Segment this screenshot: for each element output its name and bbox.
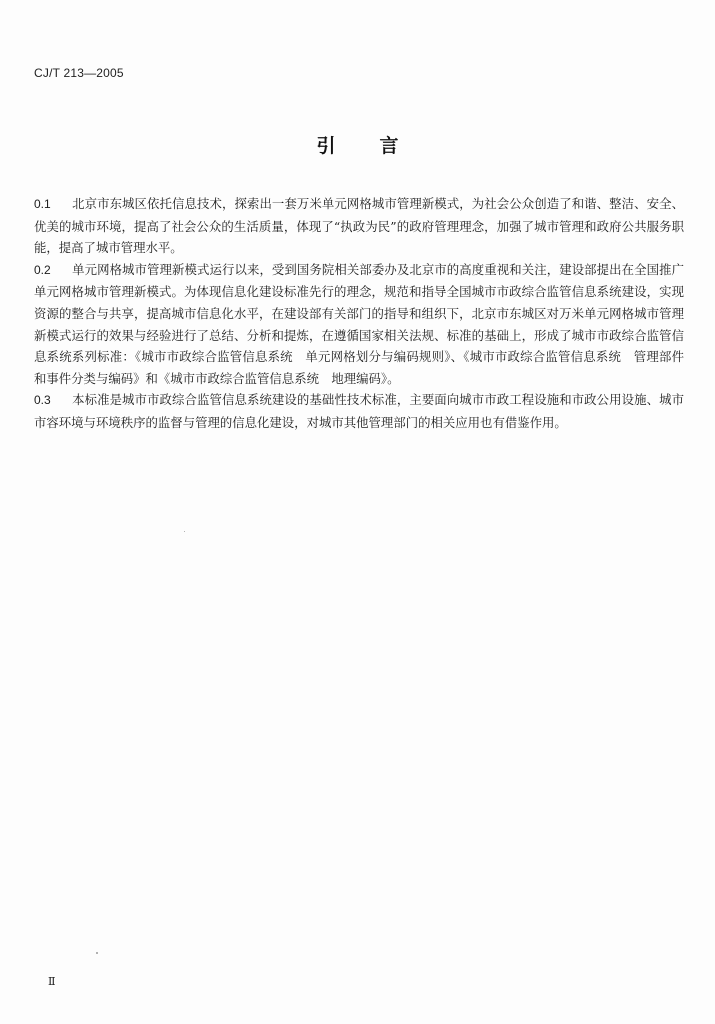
page-number: Ⅱ [48, 975, 56, 988]
paragraph-0-1 [34, 193, 684, 259]
paragraph-0-3 [34, 389, 684, 433]
scan-speck [96, 952, 98, 954]
paragraph-number: 0.3 [34, 393, 51, 408]
scan-speck [184, 531, 185, 532]
paragraph-text: 单元网格城市管理新模式运行以来，受到国务院相关部委办及北京市的高度重视和关注，建设部提出在全国推广单元网格城市管理新模式。为体现信息化建设标准先行的理念，规范和指导全国城市市政综合监管信息系统建设，实现资源的整合与共享，提高城市信息化水平，在建设部有关部门的指导和组织下，北京市东城区对万米单元网格城市管理新模式运行的效果与经验进行了总结、分析和提炼，在遵循国家相关法规、标准的基础上，形成了城市市政综合监管信息系统系列标准：《城市市政综合监管信息系统 单元网格划分与编码规则》、《城市市政综合监管信息系统 管理部件和事件分类与编码》和《城市市政综合监管信息系统 地理编码》。 [34, 261, 684, 386]
paragraph-number: 0.1 [34, 197, 51, 211]
standard-code: CJ/T 213—2005 [34, 66, 124, 80]
paragraph-0-2 [34, 259, 684, 390]
paragraph-number: 0.2 [34, 262, 51, 277]
paragraph-text: 本标准是城市市政综合监管信息系统建设的基础性技术标准，主要面向城市市政工程设施和市政公用设施、城市市容环境与环境秩序的监督与管理的信息化建设，对城市其他管理部门的相关应用也有借鉴作用。 [34, 392, 684, 430]
paragraph-text: 北京市东城区依托信息技术，探索出一套万米单元网格城市管理新模式，为社会公众创造了和谐、整洁、安全、优美的城市环境，提高了社会公众的生活质量，体现了“执政为民”的政府管理理念，加强了城市管理和政府公共服务职能，提高了城市管理水平。 [34, 196, 684, 256]
page-title: 引言 [316, 135, 443, 157]
body-text [34, 193, 684, 434]
